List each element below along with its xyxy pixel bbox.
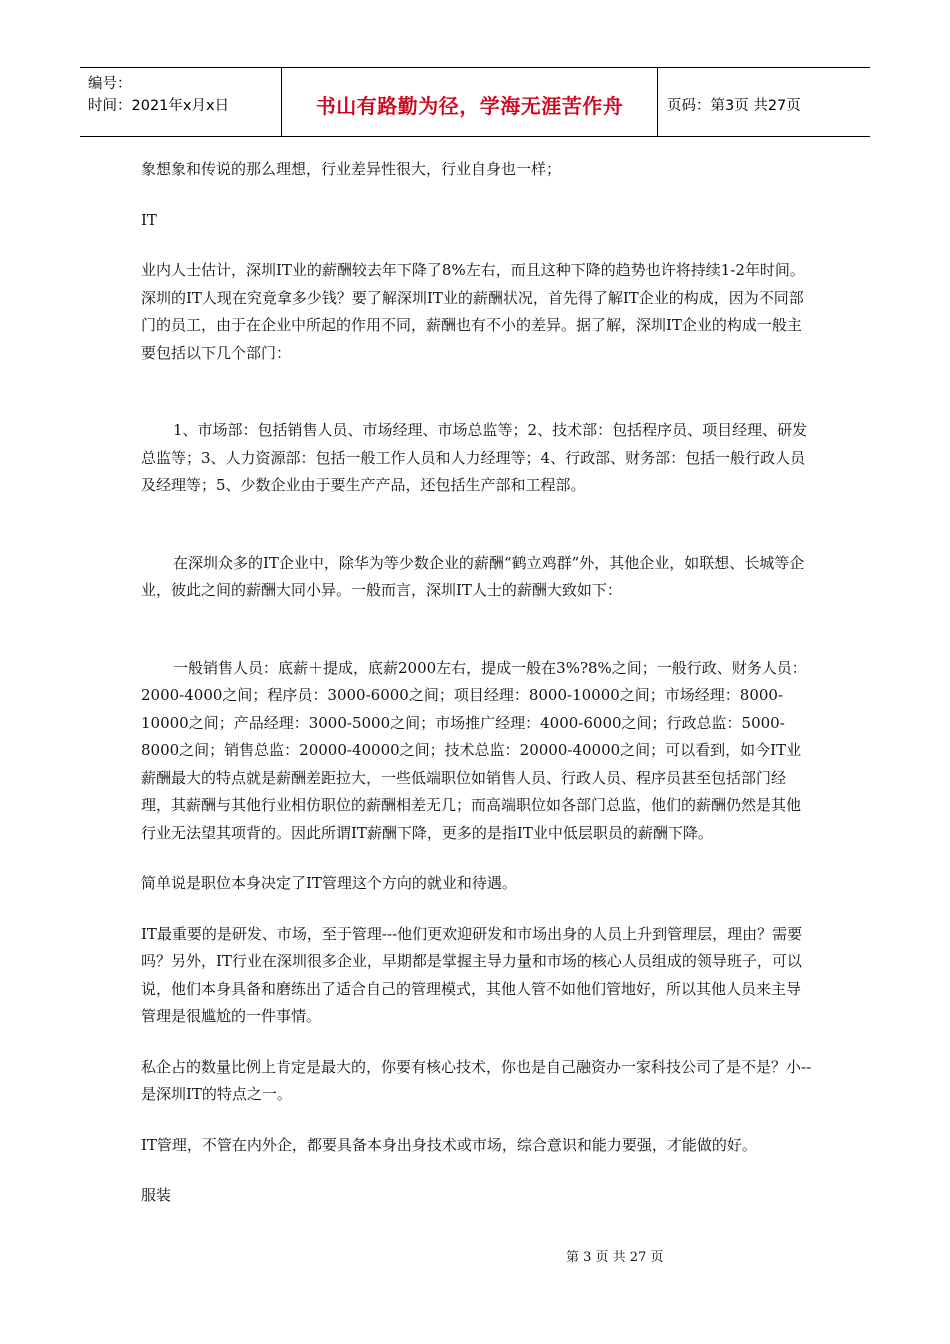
document-code-label: 编号： — [88, 76, 132, 92]
header-meta-cell — [80, 68, 282, 136]
paragraph: 简单说是职位本身决定了IT管理这个方向的就业和待遇。 — [141, 874, 517, 892]
header-page-cell — [658, 68, 870, 136]
page-footer: 第 3 页 共 27 页 — [566, 1250, 664, 1265]
paragraph: 在深圳众多的IT企业中，除华为等少数企业的薪酬“鹤立鸡群”外，其他企业，如联想、长城等企业，彼此之间的薪酬大同小异。一般而言，深圳IT人士的薪酬大致如下： — [141, 553, 805, 599]
document-date: 时间：2021年x月x日 — [88, 98, 230, 114]
paragraph: 私企占的数量比例上肯定是最大的，你要有核心技术，你也是自己融资办一家科技公司了是不是？小--是深圳IT的特点之一。 — [141, 1057, 812, 1103]
paragraph: 一般销售人员：底薪＋提成，底薪2000左右，提成一般在3%?8%之间；一般行政、财务人员：2000-4000之间；程序员：3000-6000之间；项目经理：8000-10000之间；市场经理：8000-10000之间；产品经理：3000-5000之间；市场推广经理：4000-6000之间；行政总监：5000-8000之间；销售总监：20000-40000之间；技术总监：20000-40000之间；可以看到，如今IT业薪酬最大的特点就是薪酬差距拉大，一些低端职位如销售人员、行政人员、程序员甚至包括部门经理，其薪酬与其他行业相仿职位的薪酬相差无几；而高端职位如各部门总监，他们的薪酬仍然是其他行业无法望其项背的。因此所谓IT薪酬下降，更多的是指IT业中低层职员的薪酬下降。 — [141, 658, 807, 842]
paragraph: IT最重要的是研发、市场，至于管理---他们更欢迎研发和市场出身的人员上升到管理层，理由？需要吗？另外，IT行业在深圳很多企业，早期都是掌握主导力量和市场的核心人员组成的领导班子，可以说，他们本身具备和磨练出了适合自己的管理模式，其他人管不如他们管地好，所以其他人员来主导管理是很尴尬的一件事情。 — [141, 924, 803, 1025]
section-heading: 服装 — [141, 1186, 172, 1204]
paragraph: 象想象和传说的那么理想，行业差异性很大，行业自身也一样； — [141, 160, 562, 178]
paragraph: 1、市场部：包括销售人员、市场经理、市场总监等；2、技术部：包括程序员、项目经理、研发总监等；3、人力资源部：包括一般工作人员和人力经理等；4、行政部、财务部：包括一般行政人员及经理等；5、少数企业由于要生产产品，还包括生产部和工程部。 — [141, 421, 808, 494]
paragraph: 业内人士估计，深圳IT业的薪酬较去年下降了8%左右，而且这种下降的趋势也许将持续1-2年时间。深圳的IT人现在究竟拿多少钱？要了解深圳IT业的薪酬状况，首先得了解IT企业的构成，因为不同部门的员工，由于在企业中所起的作用不同，薪酬也有不小的差异。据了解，深圳IT企业的构成一般主要包括以下几个部门： — [141, 261, 805, 362]
header-motto-cell — [282, 68, 658, 136]
document-body — [141, 156, 814, 1210]
header-table — [80, 67, 870, 137]
header-page-info: 页码：第3页 共27页 — [667, 97, 801, 114]
paragraph: IT管理，不管在内外企，都要具备本身出身技术或市场，综合意识和能力要强，才能做的好。 — [141, 1135, 757, 1154]
section-heading: IT — [141, 210, 157, 229]
header-motto: 书山有路勤为径，学海无涯苦作舟 — [315, 93, 624, 118]
